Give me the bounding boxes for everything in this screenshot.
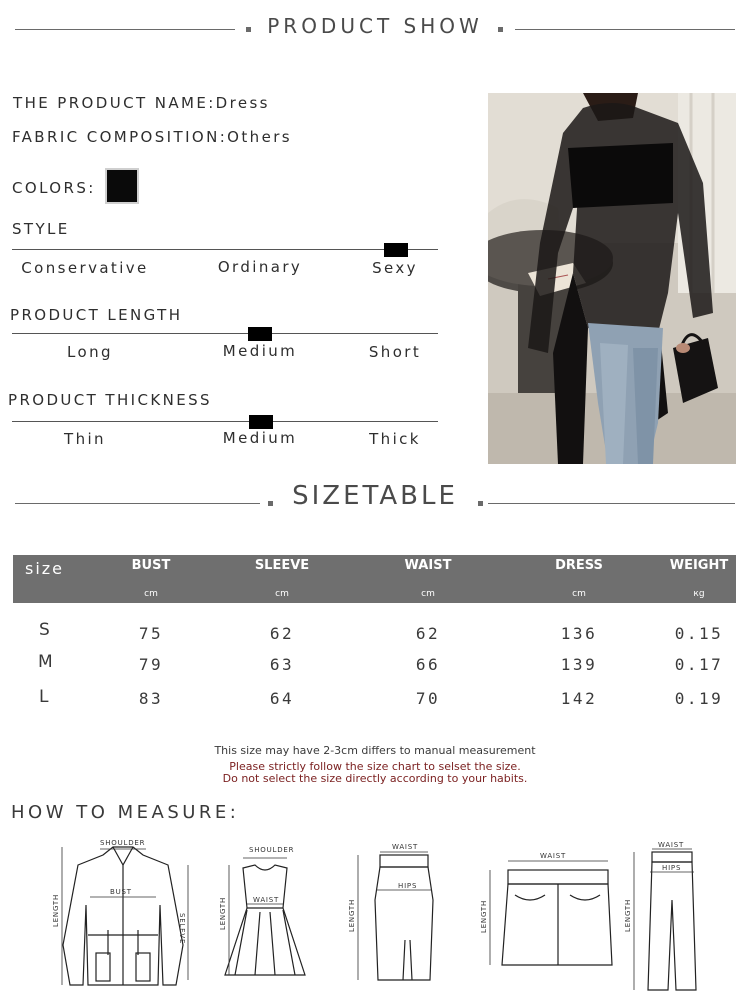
length-scale-marker (248, 327, 272, 341)
product-photo (488, 93, 736, 464)
table-cell: 83 (138, 689, 164, 708)
jacket-measure-diagram (48, 835, 198, 995)
thickness-option-medium: Medium (222, 429, 298, 447)
table-cell: 62 (415, 624, 441, 643)
bust-unit: cm (144, 589, 158, 599)
jacket-bust-label: BUST (110, 888, 132, 896)
dress-unit: cm (572, 589, 586, 599)
weight-column-header: WEIGHT (669, 558, 729, 573)
table-cell: 62 (269, 624, 295, 643)
skirt-waist-label: WAIST (392, 843, 419, 851)
bust-column-header: BUST (131, 558, 171, 573)
waist-unit: cm (421, 589, 435, 599)
skirt-length-label: LENGTH (348, 898, 356, 932)
sizetable-title: SIZETABLE (292, 481, 458, 511)
thickness-option-thick: Thick (369, 430, 421, 448)
sleeve-unit: cm (275, 589, 289, 599)
size-warning-line-1: Please strictly follow the size chart to selset the size. (229, 760, 521, 773)
colors-label: COLORS: (12, 179, 96, 197)
shorts-length-label: LENGTH (480, 899, 488, 933)
pants-measure-diagram (622, 840, 722, 995)
size-row-label: S (39, 620, 50, 640)
color-swatch-black[interactable] (105, 168, 139, 204)
jacket-sleeve-label: SELEVE (178, 913, 186, 945)
length-option-long: Long (67, 343, 113, 361)
size-row-label: L (39, 687, 49, 707)
style-scale-marker (384, 243, 408, 257)
table-cell: 142 (560, 689, 598, 708)
shorts-waist-label: WAIST (540, 852, 567, 860)
style-option-conservative: Conservative (21, 259, 149, 277)
size-row-label: M (38, 652, 53, 672)
thickness-option-thin: Thin (64, 430, 106, 448)
table-cell: 136 (560, 624, 598, 643)
how-to-measure-title: HOW TO MEASURE: (11, 802, 240, 823)
table-cell: 63 (269, 655, 295, 674)
sleeve-column-header: SLEEVE (254, 558, 310, 573)
measurement-note: This size may have 2-3cm differs to manual measurement (214, 744, 536, 757)
dress-waist-label: WAIST (253, 896, 280, 904)
divider-line (515, 29, 735, 30)
table-cell: 66 (415, 655, 441, 674)
skirt-measure-diagram (340, 840, 440, 990)
table-cell: 70 (415, 689, 441, 708)
fabric-composition: FABRIC COMPOSITION:Others (12, 128, 292, 146)
divider-dot (498, 27, 503, 32)
dress-column-header: DRESS (555, 558, 603, 573)
length-title: PRODUCT LENGTH (10, 306, 183, 324)
jacket-shoulder-label: SHOULDER (100, 839, 146, 847)
table-cell: 0.17 (674, 655, 724, 674)
shorts-measure-diagram (470, 845, 620, 975)
table-cell: 0.19 (674, 689, 724, 708)
thickness-scale-line (12, 421, 438, 422)
thickness-scale-marker (249, 415, 273, 429)
style-title: STYLE (12, 220, 70, 238)
size-warning-line-2: Do not select the size directly according to your habits. (222, 772, 528, 785)
product-photo-illustration (488, 93, 736, 464)
divider-line (488, 503, 735, 504)
table-cell: 75 (138, 624, 164, 643)
table-cell: 79 (138, 655, 164, 674)
style-scale-line (12, 249, 438, 250)
table-cell: 64 (269, 689, 295, 708)
weight-unit: кg (693, 589, 705, 599)
dress-shoulder-label: SHOULDER (249, 846, 295, 854)
divider-dot (478, 501, 483, 506)
table-cell: 139 (560, 655, 598, 674)
thickness-title: PRODUCT THICKNESS (8, 391, 212, 409)
pants-length-label: LENGTH (624, 898, 632, 932)
dress-measure-diagram (215, 840, 315, 990)
divider-line (15, 29, 235, 30)
size-column-header: size (25, 559, 65, 578)
style-option-sexy: Sexy (372, 259, 418, 277)
dress-length-label: LENGTH (219, 896, 227, 930)
divider-dot (268, 501, 273, 506)
skirt-hips-label: HIPS (398, 882, 418, 890)
pants-hips-label: HIPS (662, 864, 682, 872)
table-cell: 0.15 (674, 624, 724, 643)
length-option-medium: Medium (222, 342, 298, 360)
pants-waist-label: WAIST (658, 841, 685, 849)
length-scale-line (12, 333, 438, 334)
divider-dot (246, 27, 251, 32)
product-show-title: PRODUCT SHOW (267, 14, 483, 38)
style-option-ordinary: Ordinary (217, 258, 303, 276)
waist-column-header: WAIST (404, 558, 452, 573)
product-name: THE PRODUCT NAME:Dress (13, 94, 270, 112)
length-option-short: Short (368, 343, 422, 361)
jacket-length-label: LENGTH (52, 893, 60, 927)
divider-line (15, 503, 260, 504)
